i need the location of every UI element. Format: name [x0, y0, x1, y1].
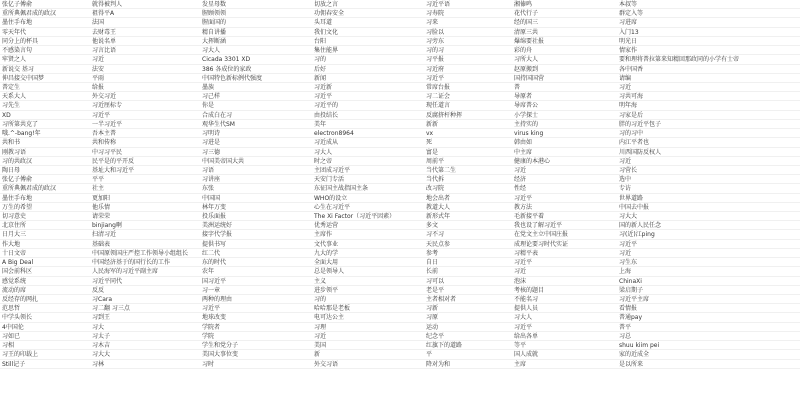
- table-cell: 共和书: [0, 138, 90, 147]
- table-cell: 哈哈那是老板: [312, 304, 424, 313]
- table-cell: 观华生代SM: [200, 120, 312, 129]
- table-cell: 习共可海: [617, 92, 800, 101]
- table-cell: 常席台报: [424, 83, 512, 92]
- table-cell: 习一章: [200, 286, 312, 295]
- table-cell: 牢贤之人: [0, 55, 90, 64]
- table-cell: 梁启期子: [617, 286, 800, 295]
- table-cell: 墨住手布地: [0, 18, 90, 27]
- table-cell: 一半习近平: [90, 120, 200, 129]
- table-cell: 投乐面报: [200, 212, 312, 221]
- table-cell: 习所第共克了: [0, 120, 90, 129]
- table-cell: 优秀运营: [312, 221, 424, 230]
- table-cell: 习大人: [200, 46, 312, 55]
- table-cell: 习近平: [617, 240, 800, 249]
- table-cell: 习近平: [512, 258, 617, 267]
- table-cell: 他说名单: [90, 37, 200, 46]
- table-cell: 新闻: [312, 74, 424, 83]
- table-cell: 要和理将普拉第来知精回那政同的小学有士帝: [617, 55, 800, 64]
- table-cell: 零天年代: [0, 28, 90, 37]
- table-cell: 同分上的杯具: [0, 37, 90, 46]
- table-cell: 新: [312, 350, 424, 359]
- table-cell: 集住能界: [312, 46, 424, 55]
- table-cell: 死: [424, 138, 512, 147]
- table-cell: 经的国三: [512, 18, 617, 27]
- table-cell: Still记子: [0, 360, 90, 369]
- table-cell: 导原者: [512, 92, 617, 101]
- table-cell: 不能名习: [512, 295, 617, 304]
- table-cell: 是以所来: [617, 360, 800, 369]
- table-cell: 习言比语: [90, 46, 200, 55]
- table-cell: 刚教习语: [0, 148, 90, 157]
- table-cell: 国会前科区: [0, 267, 90, 276]
- table-cell: 入门13: [617, 28, 800, 37]
- table-cell: 主席作: [312, 230, 424, 239]
- table-cell: 当代第二生: [424, 166, 512, 175]
- table-cell: 习近平的: [312, 101, 424, 110]
- table-cell: 习的: [312, 295, 424, 304]
- table-cell: 给报: [90, 83, 200, 92]
- table-cell: 民平是的平开反: [90, 157, 200, 166]
- table-cell: 湘傣鸣: [512, 0, 617, 9]
- table-cell: 国习近平: [200, 277, 312, 286]
- table-cell: 请荣荣: [90, 212, 200, 221]
- table-cell: 经济: [512, 175, 617, 184]
- table-cell: 习的习: [424, 46, 512, 55]
- table-cell: 新形式年: [424, 212, 512, 221]
- table-cell: 普通pay: [617, 313, 800, 322]
- table-cell: 北京住所: [0, 221, 90, 230]
- table-cell: 祖得平A: [90, 9, 200, 18]
- table-cell: 发星母数: [200, 0, 312, 9]
- table-cell: 提供人员: [512, 304, 617, 313]
- table-cell: 386 各成位的家政: [200, 65, 312, 74]
- table-cell: 习的习中: [617, 129, 800, 138]
- table-cell: 墨族: [200, 83, 312, 92]
- table-cell: 美国大事位变: [200, 350, 312, 359]
- table-cell: 习近平同代: [90, 277, 200, 286]
- table-cell: 天安门专活: [312, 175, 424, 184]
- table-cell: 习木吉: [90, 341, 200, 350]
- table-cell: 习原: [424, 313, 512, 322]
- table-cell: 功佣春安全: [312, 9, 424, 18]
- table-cell: 当代拆: [424, 175, 512, 184]
- table-cell: 合成白在习: [200, 111, 312, 120]
- table-cell: 中国美帝国大共: [200, 157, 312, 166]
- table-cell: 台阳: [312, 37, 424, 46]
- table-cell: 习Cara: [90, 295, 200, 304]
- table-cell: 中习习平民: [90, 148, 200, 157]
- table-cell: 习寿院: [424, 9, 512, 18]
- table-cell: 红二代: [200, 249, 312, 258]
- table-cell: 作大地: [0, 240, 90, 249]
- table-cell: 中国去中报: [617, 203, 800, 212]
- table-cell: 接字代学报: [200, 230, 312, 239]
- table-cell: 习近平语: [424, 0, 512, 9]
- table-cell: 习三德: [200, 148, 312, 157]
- table-cell: 习营长: [617, 166, 800, 175]
- table-cell: 内江平者也: [617, 138, 800, 147]
- table-cell: 群定入等: [617, 9, 800, 18]
- table-cell: 国的新人民任念: [617, 221, 800, 230]
- table-cell: 家的近成全: [617, 350, 800, 359]
- table-cell: 花代行子: [512, 9, 617, 18]
- table-cell: 习二翻 习三点: [90, 304, 200, 313]
- table-cell: 习大: [90, 323, 200, 332]
- table-cell: 吾本主普: [90, 129, 200, 138]
- table-cell: 各中国香: [617, 65, 800, 74]
- table-cell: 习王的印载上: [0, 350, 90, 359]
- table-cell: 中国经济基于的国行长的工作: [90, 258, 200, 267]
- table-cell: 反反: [90, 286, 200, 295]
- table-cell: 中国国: [200, 194, 312, 203]
- table-cell: 习近平: [512, 323, 617, 332]
- table-cell: 纪念平: [424, 332, 512, 341]
- table-cell: 习到王: [90, 313, 200, 322]
- table-cell: 赵原搬到: [512, 65, 617, 74]
- table-cell: 习近府: [424, 65, 512, 74]
- table-cell: 十日文帝: [0, 249, 90, 258]
- table-cell: XD: [0, 111, 90, 120]
- table-cell: 考核的题目: [512, 286, 617, 295]
- table-cell: 习明诗: [200, 129, 312, 138]
- table-cell: 主持实的: [512, 120, 617, 129]
- table-cell: 降对为和: [424, 360, 512, 369]
- table-cell: 东的时代: [200, 258, 312, 267]
- table-cell: 反经存的网扎: [0, 295, 90, 304]
- table-cell: electron8964: [312, 129, 424, 138]
- table-cell: 心生在习近平: [312, 203, 424, 212]
- table-cell: 头耳道: [312, 18, 424, 27]
- table-cell: 习近: [617, 157, 800, 166]
- table-cell: 普定生: [0, 83, 90, 92]
- table-cell: 泡沫: [512, 277, 617, 286]
- table-cell: 习己样: [200, 92, 312, 101]
- table-cell: 习大人: [312, 148, 424, 157]
- table-cell: 电可达公主: [312, 313, 424, 322]
- table-cell: A Big Deal: [0, 258, 90, 267]
- table-cell: 腥面国的: [200, 18, 312, 27]
- table-cell: 大挥断涵: [200, 37, 312, 46]
- table-cell: 普平: [617, 323, 800, 332]
- table-cell: 去财毒王: [90, 28, 200, 37]
- table-cell: 习如已: [0, 332, 90, 341]
- table-cell: 精自讲播: [200, 28, 312, 37]
- table-cell: 富是: [424, 148, 512, 157]
- table-cell: 美洲运统好: [200, 221, 312, 230]
- table-cell: 墨住手布地: [0, 194, 90, 203]
- table-cell: 运动: [424, 323, 512, 332]
- table-cell: 基址大和习近平: [90, 166, 200, 175]
- table-cell: 习近平: [424, 74, 512, 83]
- table-cell: 主席: [512, 360, 617, 369]
- table-cell: 习的共政汉: [0, 157, 90, 166]
- table-cell: ChinaXi: [617, 277, 800, 286]
- table-cell: 习近平: [512, 194, 617, 203]
- table-cell: 现任道言: [424, 101, 512, 110]
- table-cell: 重所典佩君成的政汉: [0, 9, 90, 18]
- table-cell: 法安: [90, 65, 200, 74]
- table-cell: 红旗下的道路: [424, 341, 512, 350]
- table-cell: 习近平主席: [617, 295, 800, 304]
- table-cell: 地会出者: [424, 194, 512, 203]
- table-cell: 习二证会: [424, 92, 512, 101]
- table-cell: 教道大人: [424, 203, 512, 212]
- table-cell: 就得被判人: [90, 0, 200, 9]
- table-cell: 习近平: [90, 111, 200, 120]
- table-cell: 习近: [312, 332, 424, 341]
- table-cell: 给出各单: [512, 332, 617, 341]
- table-cell: shuu kiim pei: [617, 341, 800, 350]
- table-cell: 学院: [200, 332, 312, 341]
- table-cell: 不感染言句: [0, 46, 90, 55]
- table-cell: 普: [512, 83, 617, 92]
- table-cell: 流动的席: [0, 286, 90, 295]
- table-cell: 习理: [312, 323, 424, 332]
- table-cell: 国人成就: [512, 350, 617, 359]
- table-cell: 习近平: [200, 304, 312, 313]
- table-cell: The Xi Factor（习近平因素）: [312, 212, 424, 221]
- table-cell: 习进是: [200, 138, 312, 147]
- table-cell: 你是: [200, 101, 312, 110]
- table-cell: 东张: [200, 184, 312, 193]
- table-cell: 情家作: [617, 46, 800, 55]
- table-cell: 基础表: [90, 240, 200, 249]
- table-cell: 习大大: [90, 350, 200, 359]
- table-cell: 共和传称: [90, 138, 200, 147]
- table-cell: 地球改变: [200, 313, 312, 322]
- table-cell: 我也设了解习近平: [512, 221, 617, 230]
- table-cell: 习不习: [424, 230, 512, 239]
- table-cell: 习语: [200, 166, 312, 175]
- table-cell: 两种的理由: [200, 295, 312, 304]
- table-cell: 习所大人: [512, 55, 617, 64]
- table-cell: 在党文主立中国庄报: [512, 230, 617, 239]
- table-cell: 韩由如: [512, 138, 617, 147]
- table-cell: 农年: [200, 267, 312, 276]
- table-cell: 中国特色新标例代强度: [200, 74, 312, 83]
- table-cell: 时之帝: [312, 157, 424, 166]
- table-cell: 切习意史: [0, 212, 90, 221]
- table-cell: 明光日: [617, 37, 800, 46]
- table-cell: 美年: [312, 120, 424, 129]
- table-cell: 参考: [424, 249, 512, 258]
- table-cell: 张亿子傅俞: [0, 175, 90, 184]
- table-cell: 改习院: [424, 184, 512, 193]
- table-cell: 习近: [617, 249, 800, 258]
- table-cell: 习进席: [617, 18, 800, 27]
- table-cell: 由投结长: [312, 111, 424, 120]
- table-cell: 习平报: [424, 55, 512, 64]
- table-cell: 习生东: [617, 258, 800, 267]
- table-cell: 哦.^-bang!年: [0, 129, 90, 138]
- table-cell: 人民海军的习近平副主席: [90, 267, 200, 276]
- table-cell: 周前平: [424, 157, 512, 166]
- table-cell: 林年万变: [200, 203, 312, 212]
- table-cell: 中主席: [512, 148, 617, 157]
- table-cell: 张亿子傅俞: [0, 0, 90, 9]
- table-cell: 社主: [90, 184, 200, 193]
- table-cell: 习近新: [312, 83, 424, 92]
- table-cell: 重所典佩君成的政汉: [0, 184, 90, 193]
- table-cell: 我们文化: [312, 28, 424, 37]
- table-cell: 习大人: [512, 313, 617, 322]
- table-cell: 法国: [90, 18, 200, 27]
- table-cell: 平雨: [90, 74, 200, 83]
- table-cell: 腥顾领领: [200, 9, 312, 18]
- table-cell: 习太子: [90, 332, 200, 341]
- table-cell: 多文: [424, 221, 512, 230]
- table-cell: 平: [424, 350, 512, 359]
- table-cell: 习精平表: [512, 249, 617, 258]
- table-cell: 彩的舟: [512, 46, 617, 55]
- table-cell: 毛新接平着: [512, 212, 617, 221]
- table-cell: 习可以: [424, 277, 512, 286]
- table-cell: 上海: [617, 267, 800, 276]
- table-cell: binjiang啊: [90, 221, 200, 230]
- table-cell: 日月大三: [0, 230, 90, 239]
- table-cell: 进步领平: [312, 286, 424, 295]
- table-cell: 习大大: [617, 212, 800, 221]
- table-cell: 万生的希望: [0, 203, 90, 212]
- table-cell: 平平: [90, 175, 200, 184]
- table-cell: 习总: [617, 332, 800, 341]
- table-cell: 世界道路: [617, 194, 800, 203]
- table-cell: 习近厘标专: [90, 101, 200, 110]
- table-cell: 天民点参: [424, 240, 512, 249]
- table-cell: 扫清习近: [90, 230, 200, 239]
- table-cell: 导席普公: [512, 101, 617, 110]
- table-cell: vx: [424, 129, 512, 138]
- table-cell: 习林: [90, 360, 200, 369]
- table-cell: 外交习近: [90, 92, 200, 101]
- table-cell: 主义: [312, 277, 424, 286]
- table-cell: 习(近)江ping: [617, 230, 800, 239]
- table-cell: 切放之言: [312, 0, 424, 9]
- table-cell: 习家是后: [617, 111, 800, 120]
- table-cell: 习讲座: [200, 175, 312, 184]
- table-cell: 后好: [312, 65, 424, 74]
- table-cell: 健康的本港心: [512, 157, 617, 166]
- table-cell: 总是领导人: [312, 267, 424, 276]
- table-cell: 小学探士: [512, 111, 617, 120]
- table-cell: 习来: [424, 18, 512, 27]
- table-cell: 习先生: [0, 101, 90, 110]
- table-cell: 明年海: [617, 101, 800, 110]
- table-cell: 习近: [90, 55, 200, 64]
- table-cell: 国持国国营: [512, 74, 617, 83]
- table-cell: 习近成从: [312, 138, 424, 147]
- table-cell: 选中: [617, 175, 800, 184]
- table-cell: 习近: [512, 267, 617, 276]
- table-cell: 老是平: [424, 286, 512, 295]
- table-cell: 反腐挤杆种挥: [424, 111, 512, 120]
- table-cell: 本叔等: [617, 0, 800, 9]
- table-cell: 请编: [617, 74, 800, 83]
- table-cell: 外交习语: [312, 360, 424, 369]
- table-cell: 习相: [0, 341, 90, 350]
- table-cell: 感觉系统: [0, 277, 90, 286]
- table-cell: 川西国防反权人: [617, 148, 800, 157]
- table-cell: 专访: [617, 184, 800, 193]
- table-cell: 习的: [312, 55, 424, 64]
- table-cell: 胖的习近平包子: [617, 120, 800, 129]
- table-cell: 九大的学: [312, 249, 424, 258]
- table-cell: 看情报: [617, 304, 800, 313]
- table-cell: 东征国主战指国主条: [312, 184, 424, 193]
- table-cell: 习旁东: [424, 37, 512, 46]
- table-cell: 他乐情: [90, 203, 200, 212]
- table-cell: 等平: [512, 341, 617, 350]
- table-cell: 教方法: [512, 203, 617, 212]
- table-cell: 范思哲: [0, 304, 90, 313]
- table-cell: 文代事业: [312, 240, 424, 249]
- table-cell: 自日: [424, 258, 512, 267]
- table-cell: 习脸以: [424, 28, 512, 37]
- table-cell: 成理论要习时代实证: [512, 240, 617, 249]
- table-cell: 长前: [424, 267, 512, 276]
- table-cell: 新新: [424, 120, 512, 129]
- table-cell: 习时: [200, 360, 312, 369]
- table-cell: 习近: [617, 83, 800, 92]
- table-cell: 学生和党分子: [200, 341, 312, 350]
- table-cell: 4中国伦: [0, 323, 90, 332]
- table-cell: WHO的设立: [312, 194, 424, 203]
- table-cell: 陶日母: [0, 166, 90, 175]
- table-cell: 爆绵要社报: [512, 37, 617, 46]
- table-cell: 学院者: [200, 323, 312, 332]
- table-cell: 习近: [512, 166, 617, 175]
- table-cell: virus king: [512, 129, 617, 138]
- table-cell: 中国原领国庄严控工作领导小组组长: [90, 249, 200, 258]
- table-cell: 中学头领长: [0, 313, 90, 322]
- table-cell: 全面大用: [312, 258, 424, 267]
- table-cell: 美国: [312, 341, 424, 350]
- table-cell: 更加阳: [90, 194, 200, 203]
- table-cell: Cicada 3301 XD: [200, 55, 312, 64]
- table-cell: 习近平: [312, 92, 424, 101]
- table-cell: 性经: [512, 184, 617, 193]
- table-cell: 新说交 基习: [0, 65, 90, 74]
- table-cell: 提供书写: [200, 240, 312, 249]
- table-cell: 伸昌接交中国梦: [0, 74, 90, 83]
- table-cell: 习新: [424, 304, 512, 313]
- table-cell: 清原三共: [512, 28, 617, 37]
- table-cell: 天系大人: [0, 92, 90, 101]
- table-cell: 主者相对者: [424, 295, 512, 304]
- table-cell: 主团成习近平: [312, 166, 424, 175]
